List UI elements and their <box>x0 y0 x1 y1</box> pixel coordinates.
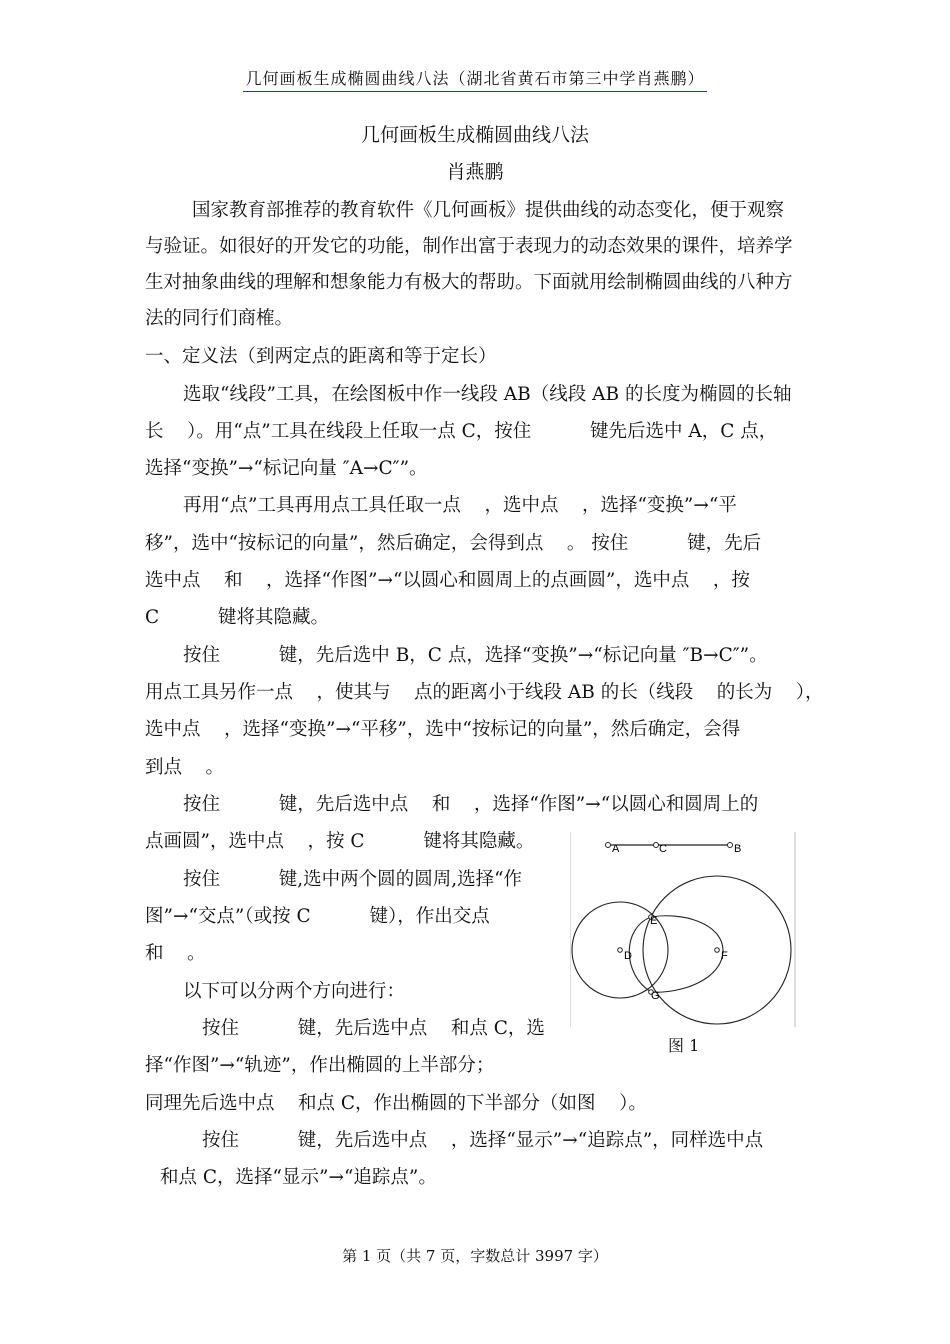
text-line: 国家教育部推荐的教育软件《几何画板》提供曲线的动态变化，便于观察 <box>192 200 785 221</box>
text-line: 择“作图”→“轨迹”，作出椭圆的上半部分； <box>145 1055 495 1076</box>
section-heading: 一、定义法（到两定点的距离和等于定长） <box>145 346 497 367</box>
text-line: 生对抽象曲线的理解和想象能力有极大的帮助。下面就用绘制椭圆曲线的八种方 <box>145 272 793 293</box>
label-e: E <box>650 915 658 927</box>
ellipse-left-arc <box>629 917 651 992</box>
author-name: 肖燕鹏 <box>446 161 504 183</box>
text-line: 用点工具另作一点 ，使其与 点的距离小于线段 AB 的长（线段 的长为 ）， <box>145 682 824 703</box>
label-g: G <box>651 990 660 1002</box>
text-line: 移”，选中“按标记的向量”，然后确定，会得到点 。 按住 键，先后 <box>145 533 762 554</box>
text-line: 与验证。如很好的开发它的功能，制作出富于表现力的动态效果的课件，培养学 <box>145 236 793 257</box>
text-line: 按住 键，先后选中点 和点 C，选 <box>202 1018 545 1039</box>
point-b <box>728 843 733 848</box>
label-b: B <box>734 843 742 855</box>
text-line: 再用“点”工具再用点工具任取一点 ，选中点 ，选择“变换”→“平 <box>183 495 737 516</box>
text-line: 以下可以分两个方向进行： <box>183 981 406 1002</box>
document-title: 几何画板生成椭圆曲线八法 <box>360 124 589 146</box>
point-c <box>654 843 659 848</box>
text-line: 选取“线段”工具，在绘图板中作一线段 AB（线段 AB 的长度为椭圆的长轴 <box>183 384 792 405</box>
text-line: 长 ）。用“点”工具在线段上任取一点 C，按住 键先后选中 A，C 点， <box>145 421 778 442</box>
figure-caption: 图 1 <box>668 1036 700 1055</box>
label-c: C <box>659 843 667 855</box>
page-header: 几何画板生成椭圆曲线八法（湖北省黄石市第三中学肖燕鹏） <box>0 66 950 89</box>
point-d <box>618 948 623 953</box>
text-line: 选择“变换”→“标记向量 ″A→C″”。 <box>145 458 428 479</box>
label-d: D <box>624 950 632 962</box>
point-a <box>606 843 611 848</box>
text-line: 和 。 <box>145 943 206 964</box>
text-line: 选中点 ，选择“变换”→“平移”，选中“按标记的向量”，然后确定，会得 <box>145 719 741 740</box>
label-a: A <box>612 843 620 855</box>
text-line: 同理先后选中点 和点 C，作出椭圆的下半部分（如图 ）。 <box>145 1093 647 1114</box>
text-line: 点画圆”，选中点 ，按 C 键将其隐藏。 <box>145 831 535 852</box>
text-line: 法的同行们商榷。 <box>145 308 294 329</box>
text-line: 按住 键，先后选中 B，C 点，选择“变换”→“标记向量 ″B→C″”。 <box>183 645 768 666</box>
text-line: 按住 键，先后选中点 和 ，选择“作图”→“以圆心和圆周上的 <box>183 794 759 815</box>
ellipse-construction-figure <box>570 832 796 1027</box>
text-line: 按住 键,选中两个圆的圆周,选择“作 <box>183 869 523 890</box>
text-line: 和点 C，选择“显示”→“追踪点”。 <box>160 1167 437 1188</box>
text-line: C 键将其隐藏。 <box>145 607 329 628</box>
text-line: 图”→“交点”（或按 C 键），作出交点 <box>145 906 490 927</box>
page-footer: 第 1 页（共 7 页，字数总计 3997 字） <box>342 1247 608 1265</box>
text-line: 到点 。 <box>145 757 225 778</box>
label-f: F <box>721 950 728 962</box>
text-line: 按住 键，先后选中点 ，选择“显示”→“追踪点”，同样选中点 <box>202 1130 764 1151</box>
text-line: 选中点 和 ，选择“作图”→“以圆心和圆周上的点画圆”，选中点 ，按 <box>145 570 750 591</box>
point-f <box>715 948 720 953</box>
